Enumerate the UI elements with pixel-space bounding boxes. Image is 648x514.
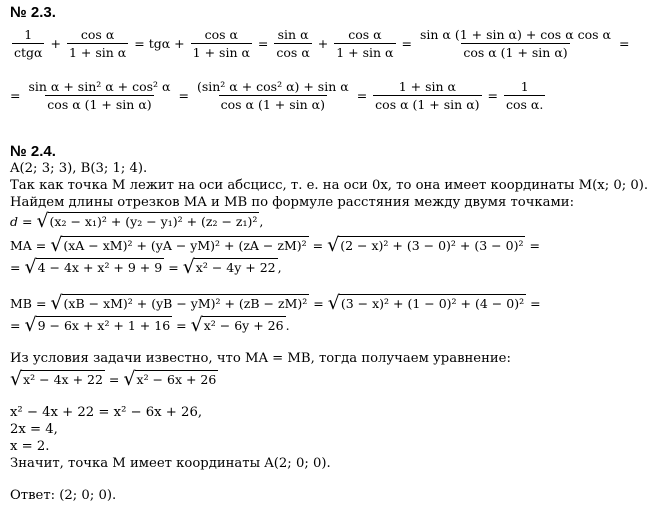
conclusion: Значит, точка M имеет координаты A(2; 0; 0). (10, 456, 331, 471)
frac: $\frac{\text{sin α + sin² α + cos² α}}{\text{cos α (1 + sin α)}}$ (28, 78, 171, 112)
sqrt: √ 9 − 6x + x² + 1 + 16 (24, 314, 171, 336)
sqrt: √ (xB − xM)² + (yB − yM)² + (zB − zM)² (50, 292, 308, 314)
text-line: Из условия задачи известно, что MA = MB, тогда получаем уравнение: (10, 351, 511, 366)
ma-simplified: = √ 4 − 4x + x² + 9 + 9 = √ x² − 4y + 22 , (10, 256, 282, 278)
ma-formula: MA = √ (xA − xM)² + (yA − yM)² + (zA − zM)² = √ (2 − x)² + (3 − 0)² + (3 − 0)² = (10, 234, 540, 256)
sqrt: √ (2 − x)² + (3 − 0)² + (3 − 0)² (327, 234, 524, 256)
distance-formula: d = √ (x₂ − x₁)² + (y₂ − y₁)² + (z₂ − z₁)² , (10, 210, 264, 232)
frac: $\frac{1}{\text{cos α.}}$ (506, 78, 544, 112)
sqrt: √ x² − 4y + 22 (182, 256, 276, 278)
tg-term: tgα (148, 35, 171, 51)
solution-step: x² − 4x + 22 = x² − 6x + 26, (10, 405, 203, 420)
sqrt: √ x² − 6y + 26 (190, 314, 284, 336)
frac: $\frac{\text{cos α}}{\text{1 + sin α}}$ (68, 26, 127, 60)
mb-formula: MB = √ (xB − xM)² + (yB − yM)² + (zB − zM)² = √ (3 − x)² + (1 − 0)² + (4 − 0)² = (10, 292, 541, 314)
text-line: Так как точка M лежит на оси абсцисс, т. е. на оси 0x, то она имеет координаты M(x; 0; 0). (10, 178, 648, 193)
solution-step: 2x = 4, (10, 422, 58, 437)
problem-2-4-title: № 2.4. (10, 143, 56, 160)
solution-step: x = 2. (10, 439, 50, 454)
frac: $\frac{\text{cos α}}{\text{1 + sin α}}$ (336, 26, 394, 60)
sqrt: √ x² − 4x + 22 (10, 368, 103, 390)
frac: $\frac{\text{cos α}}{\text{1 + sin α}}$ (192, 26, 250, 60)
frac: 1 ctgα (14, 26, 43, 60)
frac: $\frac{\text{sin α (1 + sin α) + cos α cos α}}{\text{cos α (1 + sin α)}}$ (420, 26, 611, 60)
frac: $\frac{\text{1 + sin α}}{\text{cos α (1 + sin α)}}$ (375, 78, 480, 112)
sqrt: √ (x₂ − x₁)² + (y₂ − y₁)² + (z₂ − z₁)² (36, 210, 258, 232)
text-line: Найдем длины отрезков MA и MB по формуле расстяния между двумя точками: (10, 195, 575, 210)
frac: $\frac{\text{(sin² α + cos² α) + sin α}}{\text{cos α (1 + sin α)}}$ (196, 78, 349, 112)
equation-ma-mb: √ x² − 4x + 22 = √ x² − 6x + 26 (10, 368, 217, 390)
answer: Ответ: (2; 0; 0). (10, 488, 117, 503)
mb-simplified: = √ 9 − 6x + x² + 1 + 16 = √ x² − 6y + 26 . (10, 314, 290, 336)
frac: $\frac{\text{sin α}}{\text{cos α}}$ (276, 26, 310, 60)
points-line: A(2; 3; 3), B(3; 1; 4). (10, 161, 148, 176)
sqrt: √ (xA − xM)² + (yA − yM)² + (zA − zM)² (50, 234, 307, 256)
sqrt: √ 4 − 4x + x² + 9 + 9 (24, 256, 163, 278)
p23-equation-line-1: 1 ctgα + $\frac{\text{cos α}}{\text{1 + sin α}}$ = tgα + $\frac{\text{cos α}}{\text{1 + sin α}}$ = $\frac{\text{sin α}}{\text{cos α}}$ + $\frac{\text{cos α}}{\text{1 + sin α}}$ = $\frac{\text{sin α (1 + sin α) + cos α cos α}}{\text{cos α (1 + sin α)}}$ = (14, 26, 630, 60)
sqrt: √ x² − 6x + 26 (123, 368, 217, 390)
sqrt: √ (3 − x)² + (1 − 0)² + (4 − 0)² (327, 292, 525, 314)
problem-2-3-title: № 2.3. (10, 4, 56, 21)
p23-equation-line-2: = $\frac{\text{sin α + sin² α + cos² α}}{\text{cos α (1 + sin α)}}$ = $\frac{\text{(sin² α + cos² α) + sin α}}{\text{cos α (1 + sin α)}}$ = $\frac{\text{1 + sin α}}{\text{cos α (1 + sin α)}}$ = $\frac{1}{\text{cos α.}}$ (10, 78, 544, 112)
